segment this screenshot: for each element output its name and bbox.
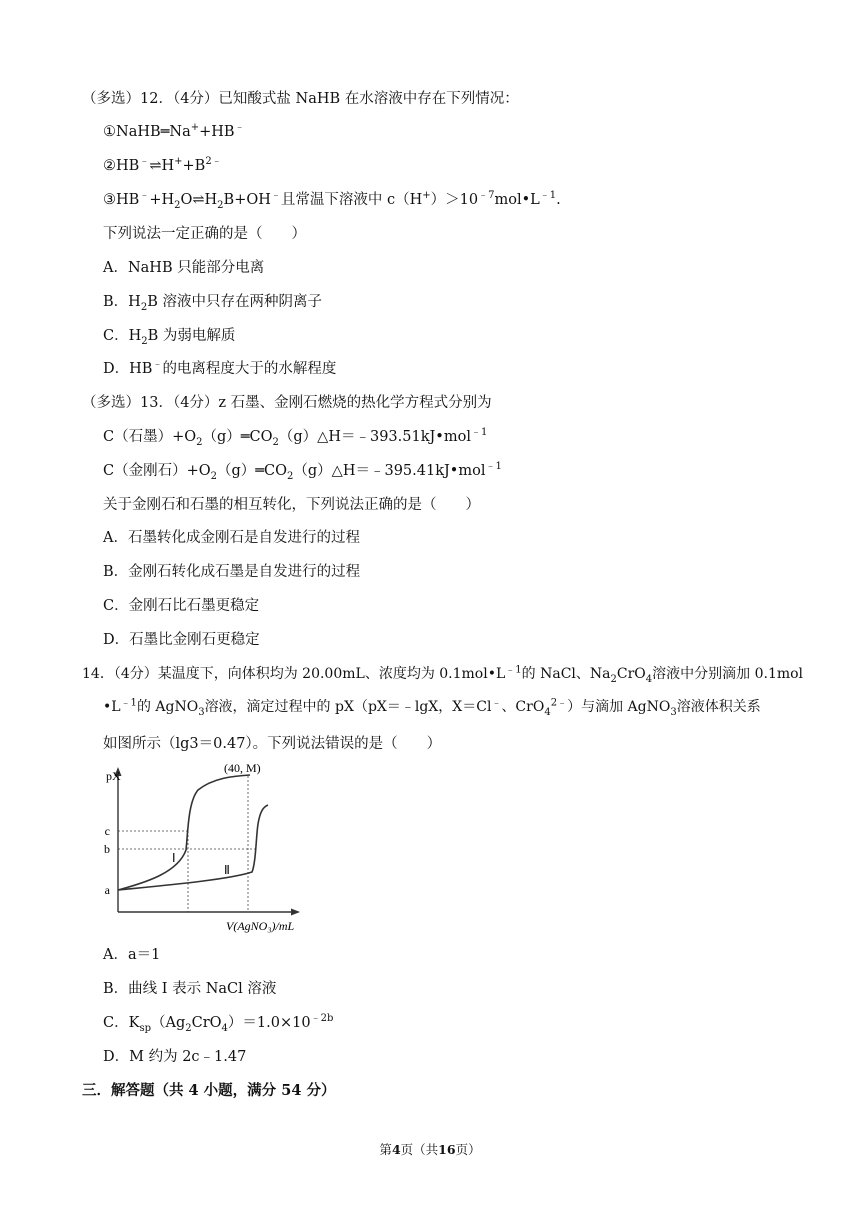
q14-option-b: B．曲线 I 表示 NaCl 溶液 <box>103 981 277 997</box>
q14-option-d: D．M 约为 2c﹣1.47 <box>103 1049 247 1065</box>
x-axis-arrow <box>291 909 300 916</box>
q12-equation-1: ①NaHB═Na++HB﹣ <box>103 122 245 140</box>
curve-2 <box>118 805 268 890</box>
q12-equation-2: $②HB^﹣\rightleftharpoons H^++B^{2﹣}$ <box>103 156 222 174</box>
q14-option-a: A．a＝1 <box>103 947 161 963</box>
q13-option-c: C．金刚石比石墨更稳定 <box>103 598 260 614</box>
curve-1-label: Ⅰ <box>172 851 176 865</box>
titration-curve-figure <box>98 762 318 938</box>
q13-option-b: B．金刚石转化成石墨是自发进行的过程 <box>103 564 361 580</box>
point-label: (40, M) <box>224 762 261 775</box>
q12-stem: 下列说法一定正确的是（ ） <box>103 226 306 242</box>
q12-option-a: A．NaHB 只能部分电离 <box>103 260 265 276</box>
q12-equation-3: $③HB^﹣+H_2O\rightleftharpoons H_2B+OH^﹣$且常温下溶液中 $c(H^+)>10^{﹣7}mol•L^{﹣1}$. <box>103 190 561 211</box>
q14-line-1: 14．（4分）某温度下，向体积均为 20.00mL、浓度均为 $0.1mol•L^{﹣1}$的 NaCl、$Na_2CrO_4$溶液中分别滴加 0.1mol <box>82 664 804 685</box>
q13-heading: （多选）13．（4分）z 石墨、金刚石燃烧的热化学方程式分别为 <box>82 395 492 411</box>
q12-option-b: B．$H_2B$ 溶液中只存在两种阴离子 <box>103 294 322 313</box>
y-axis-label: pX <box>106 769 121 783</box>
q14-line-3: 如图所示（lg3＝0.47）。下列说法错误的是（ ） <box>103 736 442 752</box>
q13-stem: 关于金刚石和石墨的相互转化，下列说法正确的是（ ） <box>103 497 480 513</box>
tick-b: b <box>104 842 110 856</box>
page-footer: 第4页（共16页） <box>379 1142 481 1157</box>
curve-2-label: Ⅱ <box>224 863 230 877</box>
x-axis-label: V(AgNO₃)/mL <box>226 919 295 933</box>
q13-option-d: D．石墨比金刚石更稳定 <box>103 632 260 648</box>
tick-a: a <box>104 883 110 897</box>
q14-line-2: $•L^{﹣1}$的 AgNO$_3$溶液，滴定过程中的 pX（pX＝﹣lgX，X＝Cl﹣、CrO$_4^{2﹣}$）与滴加 AgNO$_3$溶液体积关系 <box>103 697 761 718</box>
q13-equation-1: C（石墨）$+O_2(g)═CO_2(g)\triangle H=﹣393.51kJ•mol^{﹣1}$ <box>103 427 488 448</box>
section-3-heading: 三．解答题（共 4 小题，满分 54 分） <box>82 1082 336 1099</box>
q14-option-c: C．$K_{sp}(Ag_2CrO_4)=1.0\times 10^{﹣2b}$ <box>103 1013 334 1034</box>
curve-1 <box>118 775 250 890</box>
q13-equation-2: C（金刚石）$+O_2(g)═CO_2(g)\triangle H=﹣395.41kJ•mol^{﹣1}$ <box>103 461 502 482</box>
q13-option-a: A．石墨转化成金刚石是自发进行的过程 <box>103 530 360 546</box>
q12-option-d: D．HB﹣的电离程度大于的水解程度 <box>103 359 337 377</box>
tick-c: c <box>104 824 110 838</box>
q12-heading: （多选）12．（4分）已知酸式盐 NaHB 在水溶液中存在下列情况： <box>82 91 519 107</box>
q12-option-c: C．$H_2B$ 为弱电解质 <box>103 328 236 347</box>
